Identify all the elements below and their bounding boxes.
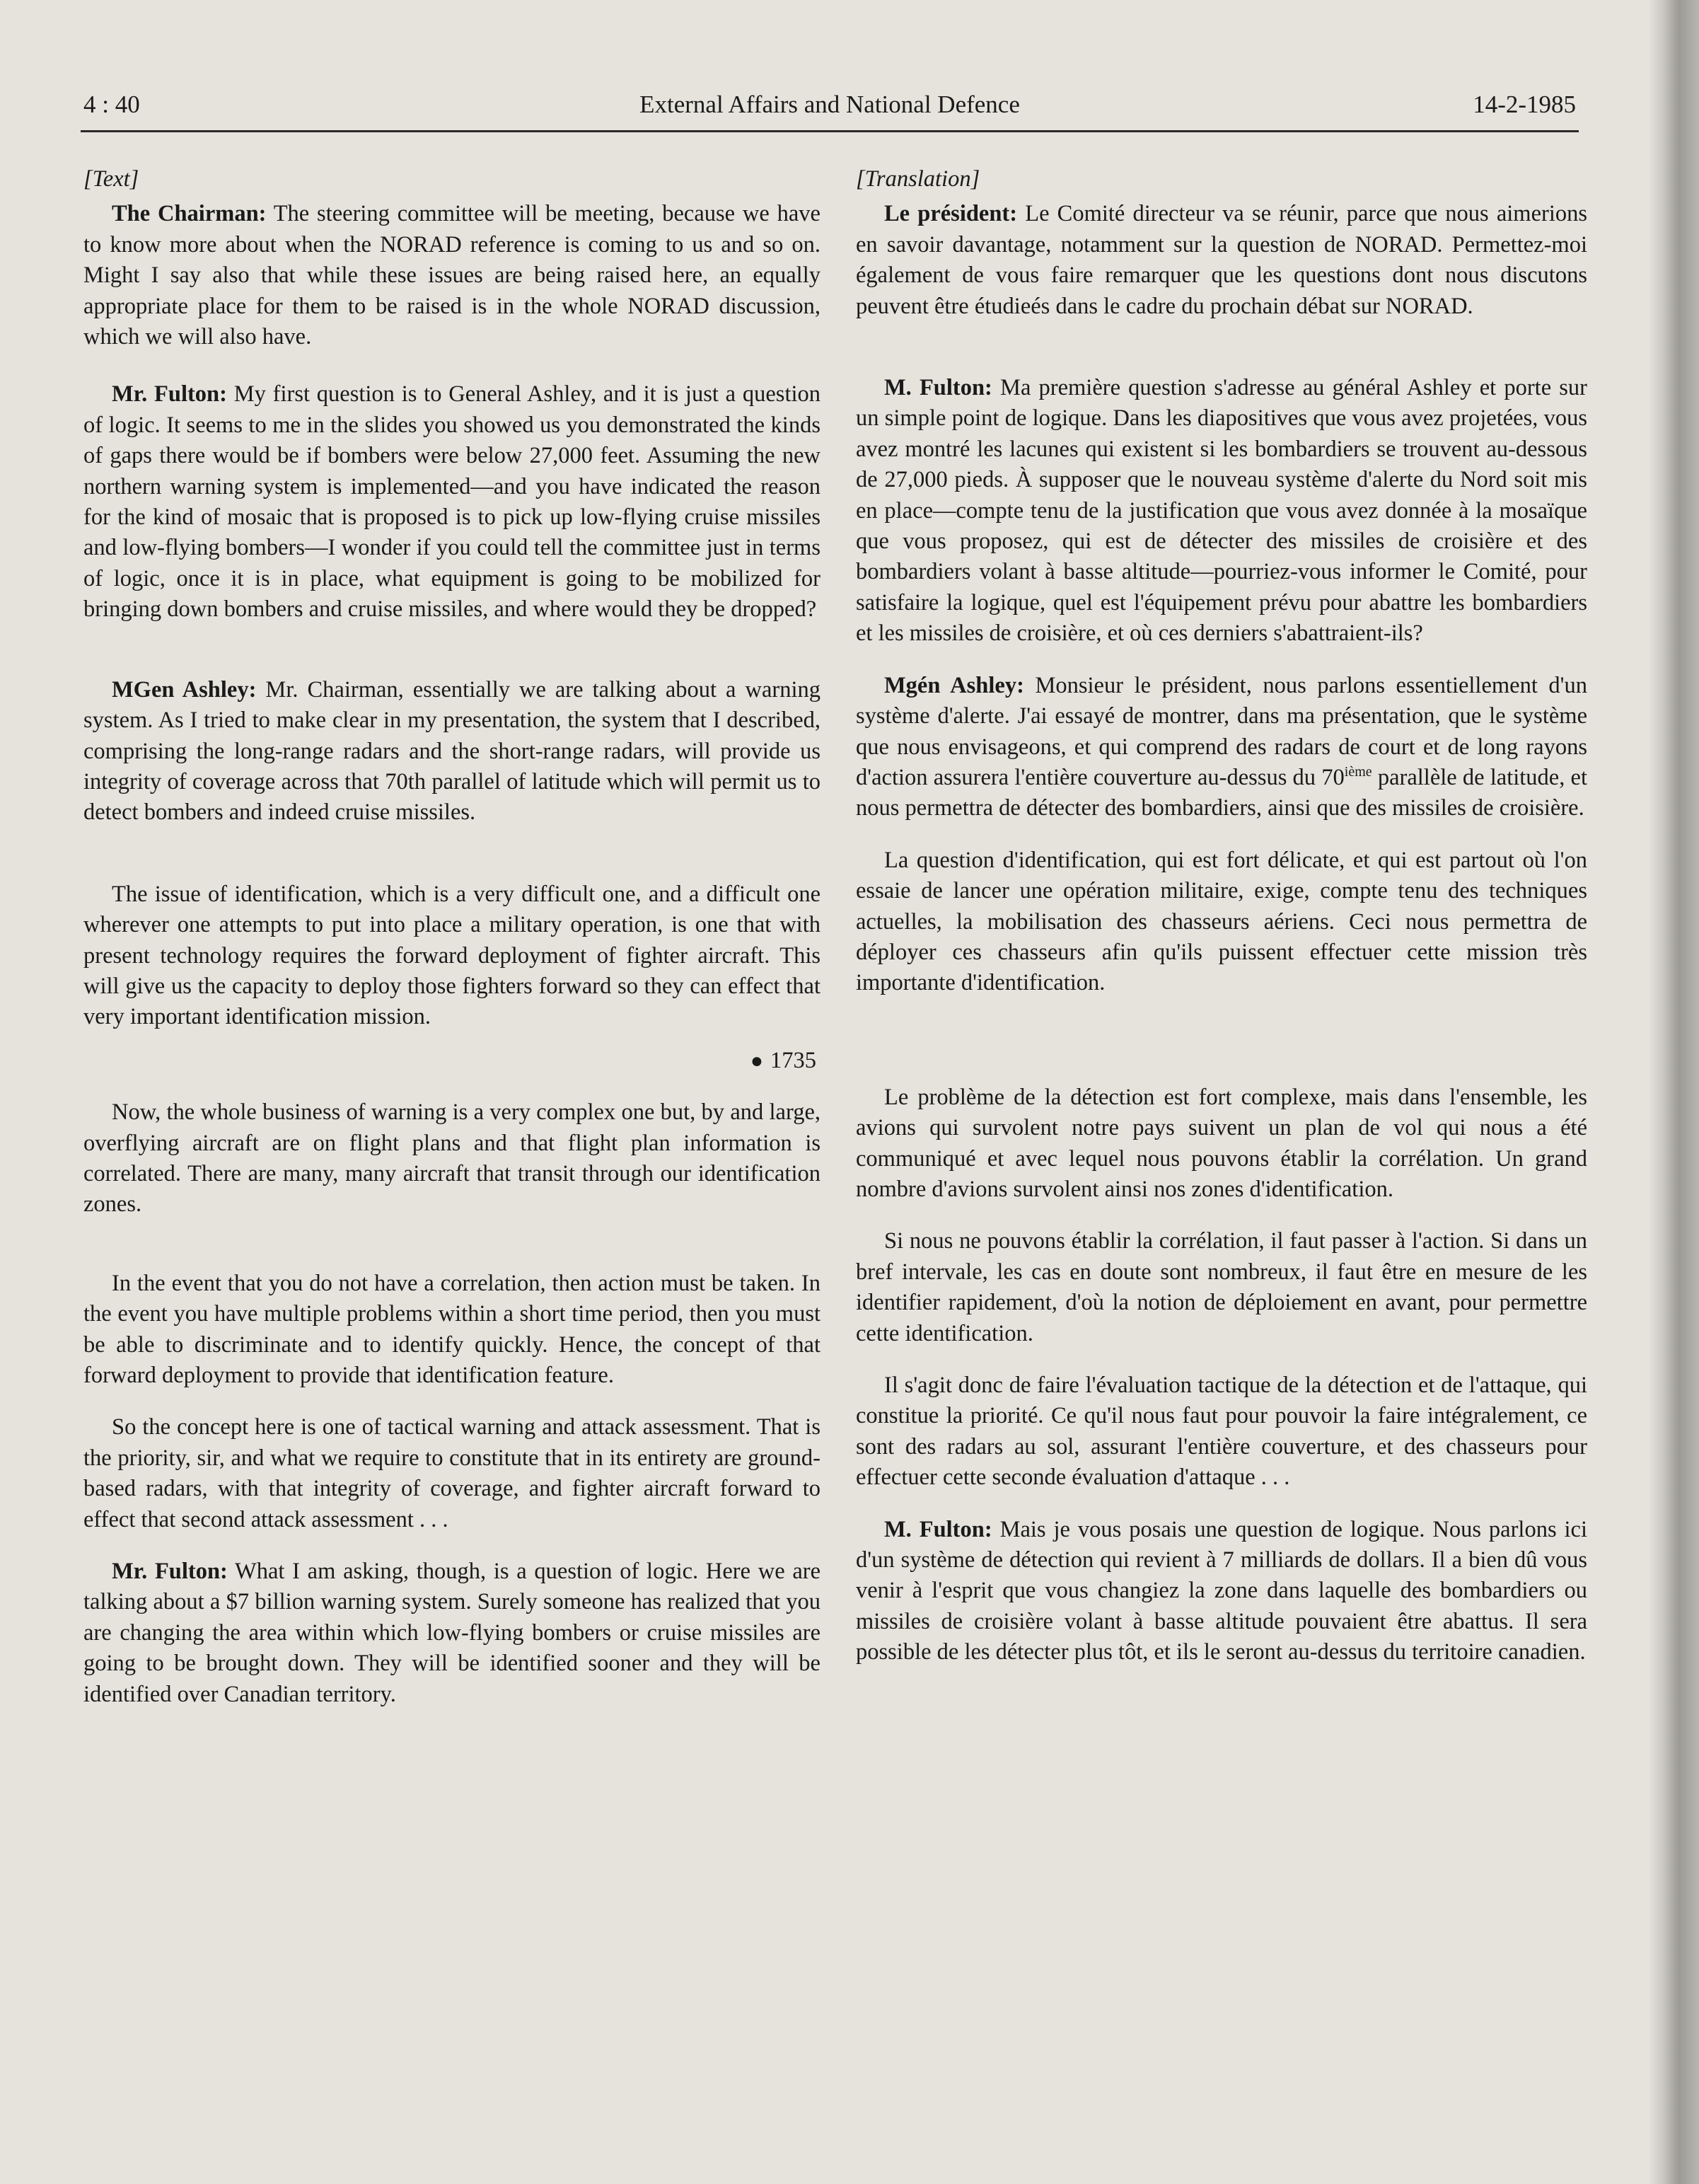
time-marker-value: 1735 [770,1047,816,1073]
time-marker [83,1046,820,1076]
paragraph [83,1269,820,1392]
paragraph [856,845,1587,999]
paragraph-text: Now, the whole business of warning is a very complex one but, by and large, overflying aircraft are on flight plans and that flight plan information is correlated. There are many, many aircraft that transit through our identification zones. [83,1099,820,1218]
paragraph-text: Le problème de la détection est fort complexe, mais dans l'ensemble, les avions qui survolent notre pays suivent un plan de vol qui nous a été communiqué et avec lequel nous pouvons établir la corrélation. Un grand nombre d'avions survolent ainsi nos zones d'identification. [856,1084,1587,1202]
paragraph [856,1515,1587,1668]
paragraph-text: In the event that you do not have a correlation, then action must be taken. In the event you have multiple problems within a short time period, then you must be able to discriminate and to identify quickly. Hence, the concept of that forward deployment to provide that identification feature. [83,1270,820,1388]
english-column [83,164,820,1710]
paragraph [856,199,1587,322]
paragraph-text: Le Comité directeur va se réunir, parce que nous aimerions en savoir davantage, notamment sur la question de NORAD. Permettez-moi également de vous faire remarquer que les questions dont nous discutons peuvent être étudieés dans le cadre du prochain débat sur NORAD. [856,201,1588,319]
paragraph-text: What I am asking, though, is a question of logic. Here we are talking about a $7 billion warning system. Surely someone has realized that you are changing the area within which low-flying bombers or cruise missiles are going to be brought down. They will be identified sooner and they will be identified over Canadian territory. [83,1559,821,1707]
speaker-name: Mr. Fulton: [112,381,227,408]
book-binding-edge [1648,0,1699,2184]
header-rule [81,130,1579,132]
speaker-name: Mgén Ashley: [884,672,1024,698]
paragraph [83,675,820,828]
running-header [83,91,1576,130]
paragraph [83,1097,820,1220]
bullet-icon: ● [750,1048,763,1073]
header-title: External Affairs and National Defence [639,91,1020,118]
paragraph-text: The steering committee will be meeting, because we have to know more about when the NORAD reference is coming to us and so on. Might I say also that while these issues are being raised here, an equally appropriate place for them to be raised is in the whole NORAD discussion, which we will also have. [83,201,820,350]
paragraph-text: Mais je vous posais une question de logique. Nous parlons ici d'un système de détection qui revient à 7 milliards de dollars. Il a bien dû vous venir à l'esprit que vous changiez la zone dans laquelle des bombardiers ou missiles de croisière volant à basse altitude pouvaient être abattus. Il sera possible de les détecter plus tôt, et ils le seront au-dessus du territoire canadien. [856,1516,1587,1665]
speaker-name: The Chairman: [112,201,267,227]
paragraph [83,1556,820,1710]
paragraph-text: Monsieur le président, nous parlons essentiellement d'un système d'alerte. J'ai essayé de montrer, dans ma présentation, que le système que nous envisageons, et qui comprend des radars de court et de long rayons d'action assurera l'entière couverture au-dessus du 70 [856,672,1588,790]
paragraph [856,1370,1587,1493]
paragraph-text: La question d'identification, qui est fort délicate, et qui est partout où l'on essaie de lancer une opération militaire, exige, compte tenu des techniques actuelles, la mobilisation des chasseurs aériens. Ceci nous permettra de déployer ces chasseurs afin qu'ils puissent effectuer cette mission très importante d'identification. [856,847,1587,996]
superscript: ième [1344,764,1372,780]
speaker-name: M. Fulton: [884,375,992,401]
paragraph [83,379,820,625]
paragraph-text: Il s'agit donc de faire l'évaluation tactique de la détection et de l'attaque, qui constitue la priorité. Ce qu'il nous faut pour pouvoir la faire intégralement, ce sont des radars au sol, assurant l'entière couverture, et des chasseurs pour effectuer cette seconde évaluation d'attaque . . . [856,1373,1587,1491]
paragraph-text: My first question is to General Ashley, and it is just a question of logic. It seems to me in the slides you showed us you demonstrated the kinds of gaps there would be if bombers were below 27,000 feet. Assuming the new northern warning system is implemented—and you have indicated the reason for the kind of mosaic that is proposed is to pick up low-flying cruise missiles and low-flying bombers—I wonder if you could tell the committee just in terms of logic, once it is in place, what equipment is going to be mobilized for bringing down bombers and cruise missiles, and where would they be dropped? [83,381,821,623]
translation-tag: [Translation] [856,166,980,192]
speaker-name: Le président: [884,201,1018,227]
paragraph [856,1226,1587,1349]
paragraph-text: So the concept here is one of tactical warning and attack assessment. That is the priority, sir, and what we require to constitute that in its entirety are ground-based radars, with that integrity of coverage, and fighter aircraft forward to effect that second attack assessment . . . [83,1414,820,1532]
paragraph-text: Mr. Chairman, essentially we are talking about a warning system. As I tried to make clear in my presentation, the system that I described, comprising the long-range radars and the short-range radars, will provide us integrity of coverage across that 70th parallel of latitude which will permit us to detect bombers and indeed cruise missiles. [83,676,820,826]
text-tag: [Text] [83,166,139,192]
speaker-name: MGen Ashley: [112,676,257,703]
page-number: 4 : 40 [83,91,140,118]
paragraph [83,1412,820,1535]
header-date: 14-2-1985 [1473,91,1576,118]
speaker-name: M. Fulton: [884,1516,992,1542]
paragraph-text: The issue of identification, which is a very difficult one, and a difficult one wherever one attempts to put into place a military operation, is one that with present technology requires the forward deployment of fighter aircraft. This will give us the capacity to deploy those fighters forward so they can effect that very important identification mission. [83,881,820,1030]
paragraph [856,1082,1587,1206]
paragraph [83,879,820,1033]
speaker-name: Mr. Fulton: [112,1559,228,1585]
paragraph-text: parallèle de latitude, et nous permettra de détecter des bombardiers, ainsi que des missiles de croisière. [856,764,1588,821]
paragraph [83,199,820,352]
paragraph-text: Ma première question s'adresse au général Ashley et porte sur un simple point de logique. Dans les diapositives que vous avez projetées, vous avez montré les lacunes qui existent si les bombardiers se trouvent au-dessous de 27,000 pieds. À supposer que le nouveau système d'alerte du Nord soit mis en place—compte tenu de la justification que vous avez donnée à la mosaïque que vous proposez, qui est de détecter des missiles de croisière et des bombardiers volant à basse altitude—pourriez-vous informer le Comité, pour satisfaire la logique, quel est l'équipement prévu pour abattre les bombardiers et les missiles de croisière, et où ces derniers s'abattraient-ils? [856,375,1588,647]
french-column [856,164,1587,1668]
paragraph [856,671,1587,824]
paragraph [856,373,1587,649]
paragraph-text: Si nous ne pouvons établir la corrélation, il faut passer à l'action. Si dans un bref intervale, les cas en doute sont nombreux, il faut être en mesure de les identifier rapidement, d'où la notion de déploiement en avant, pour permettre cette identification. [856,1228,1587,1346]
